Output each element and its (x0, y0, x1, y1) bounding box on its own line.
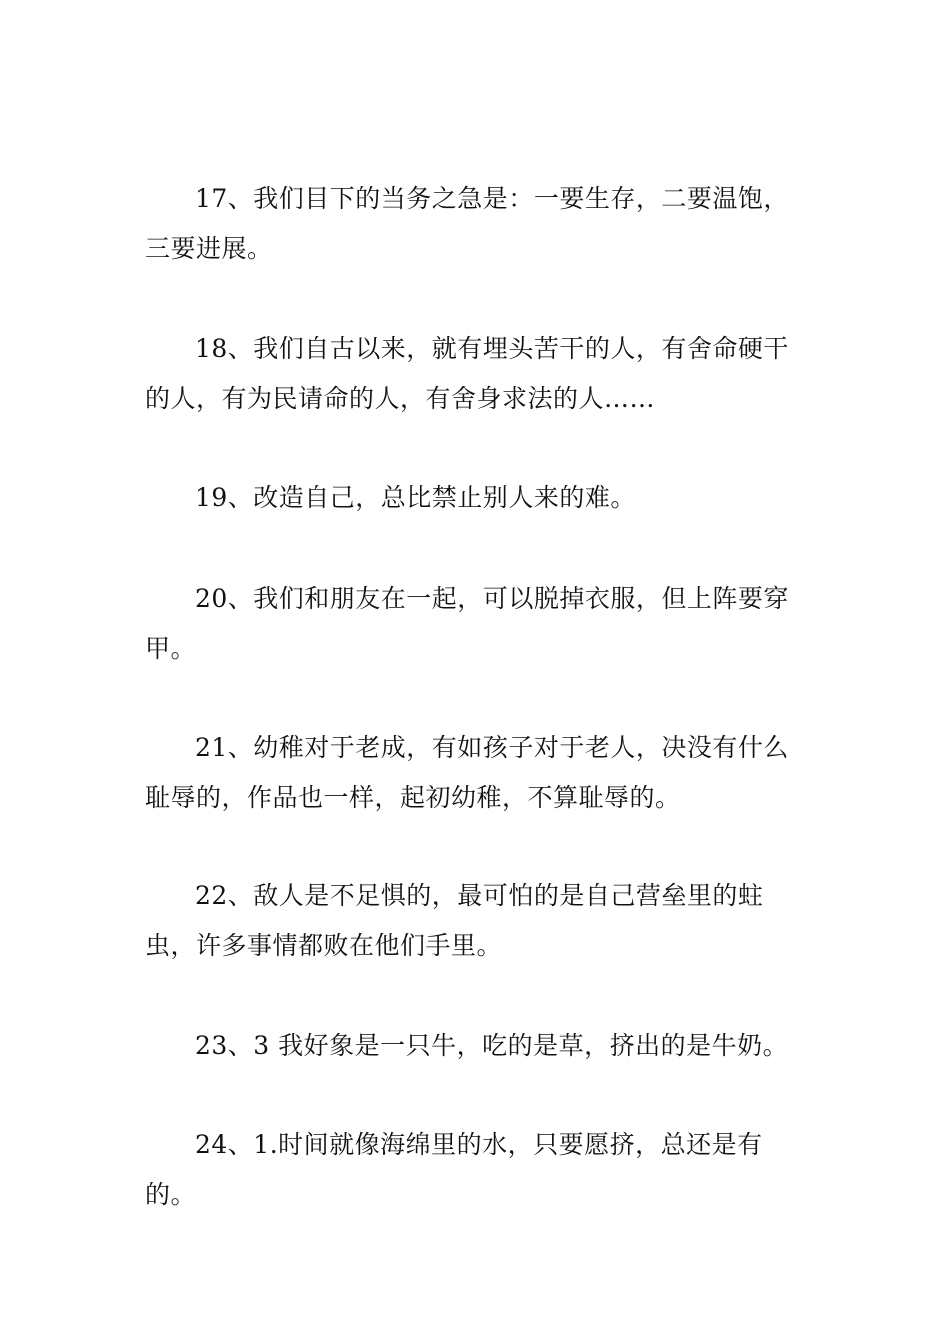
paragraph-19: 19、改造自己，总比禁止别人来的难。 (195, 483, 636, 512)
paragraph-22: 22、敌人是不足惧的，最可怕的是自己营垒里的蛀虫，许多事情都败在他们手里。 (145, 881, 764, 960)
paragraph-20: 20、我们和朋友在一起，可以脱掉衣服，但上阵要穿甲。 (145, 584, 789, 663)
paragraph-17: 17、我们目下的当务之急是：一要生存，二要温饱，三要进展。 (145, 184, 789, 263)
paragraph-18: 18、我们自古以来，就有埋头苦干的人，有舍命硬干的人，有为民请命的人，有舍身求法的人…… (145, 334, 789, 413)
paragraph-21: 21、幼稚对于老成，有如孩子对于老人，决没有什么耻辱的，作品也一样，起初幼稚，不算耻辱的。 (145, 733, 789, 812)
paragraph-23: 23、3 我好象是一只牛，吃的是草，挤出的是牛奶。 (195, 1031, 789, 1060)
paragraph-24: 24、1.时间就像海绵里的水，只要愿挤，总还是有的。 (145, 1130, 763, 1209)
